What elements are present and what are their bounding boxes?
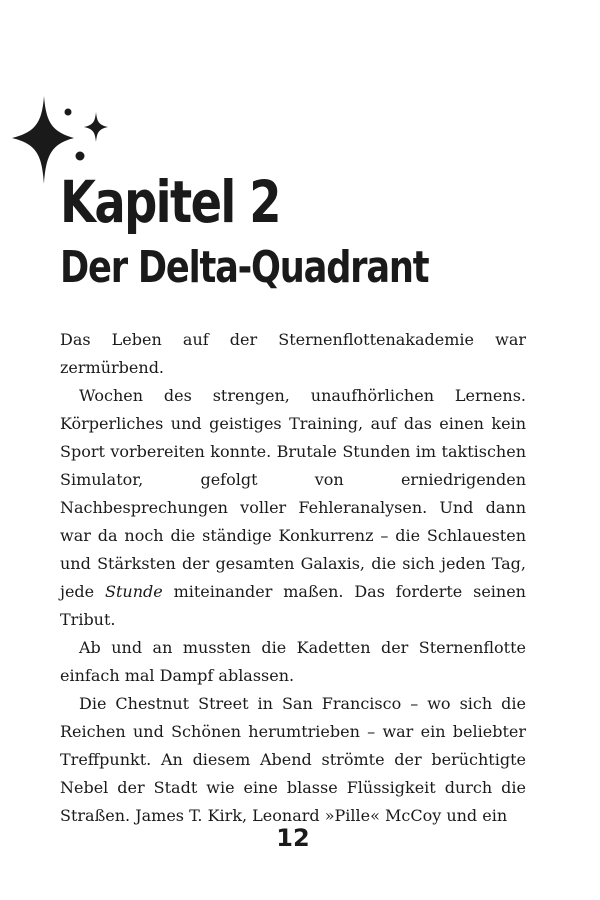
star-dot-upper — [65, 109, 72, 116]
emphasized-text: Stunde — [105, 582, 163, 601]
body-text — [60, 326, 526, 830]
paragraph — [60, 326, 526, 382]
page-number: 12 — [276, 824, 310, 852]
small-star-shape — [84, 112, 108, 142]
paragraph — [60, 690, 526, 830]
chapter-subtitle: Der Delta-Quadrant — [60, 242, 429, 293]
text-segment: miteinander maßen. Das forderte seinen Tribut. — [60, 582, 526, 629]
paragraph — [60, 382, 526, 634]
text-segment: Das Leben auf der Sternenflottenakademie war zermürbend. — [60, 330, 526, 377]
text-segment: Ab und an mussten die Kadetten der Sternenflotte einfach mal Dampf ablassen. — [60, 638, 526, 685]
text-segment: Wochen des strengen, unaufhörlichen Lernens. Körperliches und geistiges Training, auf das einen kein Sport vorbereiten konnte. Brutale Stunden im taktischen Simulator, gefolgt von erniedrigenden Nachbesprechungen voller Fehleranalysen. Und dann war da noch die ständige Konkurrenz – die Schlauesten und Stärksten der gesamten Galaxis, die sich jeden Tag, jede — [60, 386, 526, 601]
text-segment: Die Chestnut Street in San Francisco – wo sich die Reichen und Schönen herumtrieben – war ein beliebter Treffpunkt. An diesem Abend strömte der berüchtigte Nebel der Stadt wie eine blasse Flüssigkeit durch die Straßen. James T. Kirk, Leonard »Pille« McCoy und ein — [60, 694, 526, 825]
paragraph — [60, 634, 526, 690]
chapter-title: Kapitel 2 — [60, 168, 280, 236]
star-dot-lower — [76, 152, 85, 161]
